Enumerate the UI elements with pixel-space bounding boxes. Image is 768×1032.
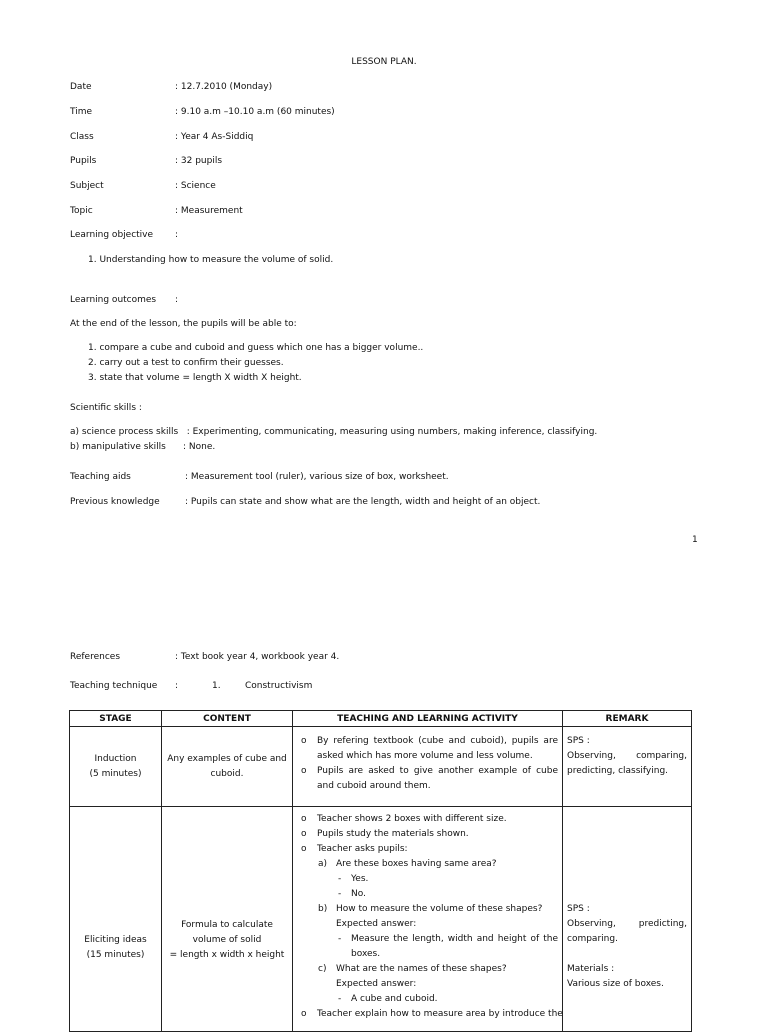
content-line: volume of solid — [192, 935, 262, 945]
date-value: : 12.7.2010 (Monday) — [175, 82, 273, 92]
content-line: = length x width x height — [169, 950, 285, 960]
header-stage: STAGE — [70, 711, 162, 727]
activity-bullet: o Teacher shows 2 boxes with different size. — [293, 812, 562, 827]
question-text: Are these boxes having same area? — [336, 859, 497, 869]
manipulative-skills: b) manipulative skills : None. — [70, 442, 216, 452]
table-row-induction — [70, 727, 692, 807]
page-title: LESSON PLAN. — [351, 57, 417, 67]
teaching-technique-colon: : — [175, 681, 179, 691]
content-line: Any examples of cube and — [167, 753, 287, 764]
remark-materials-label: Materials : — [567, 964, 615, 974]
expected-answer-label: Expected answer: — [336, 919, 417, 929]
references-label: References — [70, 652, 121, 662]
pupils-value: : 32 pupils — [175, 156, 223, 166]
subject-value: : Science — [175, 181, 216, 191]
table-row-eliciting — [70, 807, 692, 1032]
content-line: cuboid. — [210, 768, 244, 779]
science-process-skills: a) science process skills : Experimenting, communicating, measuring using numbers, making inference, classifying. — [70, 427, 598, 437]
time-value: : 9.10 a.m –10.10 a.m (60 minutes) — [175, 107, 335, 117]
lesson-table — [69, 710, 692, 1032]
question-b — [293, 902, 562, 917]
time-label: Time — [70, 107, 93, 117]
eliciting-content — [162, 807, 293, 1032]
outcome-item: 1. compare a cube and cuboid and guess which one has a bigger volume.. — [88, 343, 424, 353]
induction-content — [162, 727, 293, 807]
induction-remark — [563, 727, 692, 807]
header-activity: TEACHING AND LEARNING ACTIVITY — [293, 711, 563, 727]
pupils-label: Pupils — [70, 156, 97, 166]
question-c — [293, 962, 562, 977]
question-text: What are the names of these shapes? — [336, 964, 507, 974]
outcomes-colon: : — [175, 295, 179, 305]
stage-name: Induction — [94, 753, 137, 764]
topic-label: Topic — [70, 206, 93, 216]
previous-knowledge-label: Previous knowledge — [70, 497, 160, 507]
teaching-technique-label: Teaching technique — [70, 681, 158, 691]
date-label: Date — [70, 82, 92, 92]
outcome-item: 2. carry out a test to confirm their guesses. — [88, 358, 284, 368]
activity-bullet: o Teacher explain how to measure area by introduce the — [293, 1007, 562, 1022]
remark-text: Observing, comparing, predicting, classifying. — [567, 751, 687, 776]
stage-duration: (15 minutes) — [86, 950, 145, 960]
induction-stage — [70, 727, 162, 807]
objective-colon: : — [175, 230, 179, 240]
question-text: How to measure the volume of these shapes? — [336, 904, 543, 914]
activity-bullet: o Teacher asks pupils: — [293, 842, 562, 857]
references-value: : Text book year 4, workbook year 4. — [175, 652, 340, 662]
remark-text: Observing, predicting, comparing. — [567, 919, 687, 944]
outcome-item: 3. state that volume = length X width X height. — [88, 373, 302, 383]
header-content: CONTENT — [162, 711, 293, 727]
table-header-row — [70, 711, 692, 727]
remark-materials-text: Various size of boxes. — [567, 979, 664, 989]
answer-shapes: - A cube and cuboid. — [293, 992, 562, 1007]
outcomes-intro: At the end of the lesson, the pupils will be able to: — [70, 319, 297, 329]
page-number: 1 — [692, 535, 698, 545]
answer-measure: - Measure the length, width and height of the boxes. — [293, 932, 562, 962]
class-value: : Year 4 As-Siddiq — [175, 132, 254, 142]
teaching-aids-value: : Measurement tool (ruler), various size of box, worksheet. — [185, 472, 449, 482]
objective-label: Learning objective — [70, 230, 154, 240]
answer-yes: - Yes. — [293, 872, 562, 887]
teaching-technique-value: Constructivism — [245, 681, 313, 691]
remark-spacer — [563, 947, 691, 962]
question-a — [293, 857, 562, 872]
teaching-aids-label: Teaching aids — [70, 472, 131, 482]
eliciting-remark — [563, 807, 692, 1032]
scientific-skills-label: Scientific skills : — [70, 403, 142, 413]
remark-sps-label: SPS : — [567, 736, 590, 746]
eliciting-stage — [70, 807, 162, 1032]
previous-knowledge-value: : Pupils can state and show what are the length, width and height of an object. — [185, 497, 541, 507]
activity-bullet: o By refering textbook (cube and cuboid), pupils are asked which has more volume and less volume. — [293, 734, 558, 764]
induction-activity — [293, 727, 563, 807]
objective-item: 1. Understanding how to measure the volume of solid. — [88, 255, 334, 265]
remark-sps-label: SPS : — [567, 904, 590, 914]
activity-bullet: o Pupils are asked to give another example of cube and cuboid around them. — [293, 764, 558, 794]
stage-name: Eliciting ideas — [84, 935, 147, 945]
eliciting-activity — [293, 807, 563, 1032]
stage-duration: (5 minutes) — [89, 768, 142, 779]
outcomes-label: Learning outcomes — [70, 295, 157, 305]
question-marker: a) — [318, 859, 328, 869]
topic-value: : Measurement — [175, 206, 243, 216]
question-marker: b) — [318, 904, 328, 914]
activity-bullet: o Pupils study the materials shown. — [293, 827, 562, 842]
expected-answer-label: Expected answer: — [336, 979, 417, 989]
class-label: Class — [70, 132, 94, 142]
answer-no: - No. — [293, 887, 562, 902]
subject-label: Subject — [70, 181, 104, 191]
header-remark: REMARK — [563, 711, 692, 727]
teaching-technique-number: 1. — [212, 681, 221, 691]
content-line: Formula to calculate — [181, 920, 273, 930]
question-marker: c) — [318, 964, 327, 974]
